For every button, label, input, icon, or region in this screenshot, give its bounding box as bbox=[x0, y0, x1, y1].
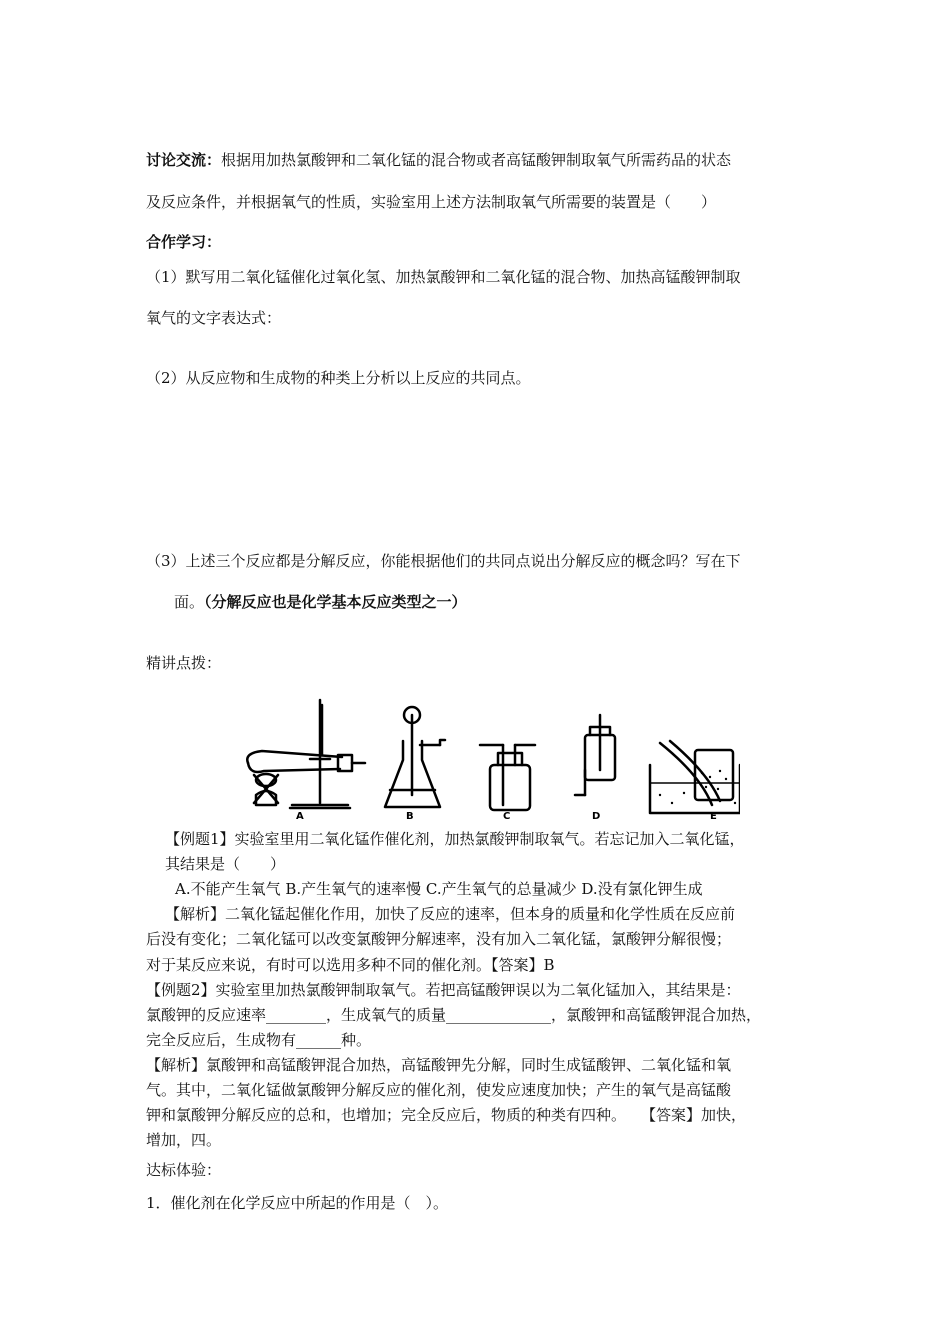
label-c: C bbox=[503, 811, 511, 820]
discussion-text1: 根据用加热氯酸钾和二氧化锰的混合物或者高锰酸钾制取氧气所需药品的状态 bbox=[221, 151, 732, 169]
apparatus-a bbox=[247, 700, 365, 808]
apparatus-figure bbox=[240, 695, 740, 820]
ex2-a-line4: 增加，四。 bbox=[146, 1131, 222, 1149]
dabiao-q1: 1．催化剂在化学反应中所起的作用是（ ）。 bbox=[146, 1194, 449, 1212]
jingjiang-label: 精讲点拨： bbox=[146, 654, 222, 672]
discussion-label: 讨论交流： bbox=[146, 151, 222, 169]
apparatus-e bbox=[650, 741, 740, 813]
coop-q3-line1: （3）上述三个反应都是分解反应，你能根据他们的共同点说出分解反应的概念吗？写在下 bbox=[146, 552, 741, 570]
ex2-q-line1: 【例题2】实验室里加热氯酸钾制取氧气。若把高锰酸钾误以为二氧化锰加入，其结果是： bbox=[146, 981, 741, 999]
apparatus-c bbox=[480, 745, 535, 810]
discussion-line1 bbox=[146, 150, 731, 170]
label-e: E bbox=[710, 811, 717, 820]
ex2-a-line3: 钾和氯酸钾分解反应的总和，也增加；完全反应后，物质的种类有四种。 【答案】加快， bbox=[146, 1106, 747, 1124]
coop-q3-line2 bbox=[174, 592, 467, 612]
ex1-q-line2: 其结果是（ ） bbox=[165, 855, 286, 873]
ex2-a-line1: 【解析】氯酸钾和高锰酸钾混合加热，高锰酸钾先分解，同时生成锰酸钾、二氧化锰和氧 bbox=[146, 1056, 732, 1074]
discussion-line2: 及反应条件，并根据氧气的性质，实验室用上述方法制取氧气所需要的装置是（ ） bbox=[146, 193, 717, 211]
ex1-a-line2: 后没有变化；二氧化锰可以改变氯酸钾分解速率，没有加入二氧化锰，氯酸钾分解很慢； bbox=[146, 930, 732, 948]
ex1-a-line1: 【解析】二氧化锰起催化作用，加快了反应的速率，但本身的质量和化学性质在反应前 bbox=[165, 905, 736, 923]
coop-q3-line2-a: 面。 bbox=[174, 593, 205, 611]
dabiao-label: 达标体验： bbox=[146, 1161, 222, 1179]
ex1-options: A.不能产生氧气 B.产生氧气的速率慢 C.产生氧气的总量减少 D.没有氯化钾生成 bbox=[175, 880, 703, 898]
apparatus-d bbox=[575, 715, 615, 795]
ex2-a-line2: 气。其中，二氧化锰做氯酸钾分解反应的催化剂，使发应速度加快；产生的氧气是高锰酸 bbox=[146, 1081, 732, 1099]
coop-q1-line1: （1）默写用二氧化锰催化过氧化氢、加热氯酸钾和二氧化锰的混合物、加热高锰酸钾制取 bbox=[146, 268, 741, 286]
apparatus-b bbox=[385, 707, 445, 807]
coop-q2: （2）从反应物和生成物的种类上分析以上反应的共同点。 bbox=[146, 369, 531, 387]
ex2-q-line3: 完全反应后，生成物有______种。 bbox=[146, 1031, 372, 1049]
coop-label: 合作学习： bbox=[146, 233, 222, 251]
ex2-q-line2: 氯酸钾的反应速率________，生成氧气的质量______________，氯酸钾和高锰酸钾混合加热， bbox=[146, 1006, 762, 1024]
ex1-a-line3: 对于某反应来说，有时可以选用多种不同的催化剂。【答案】B bbox=[146, 956, 555, 974]
label-b: B bbox=[406, 811, 414, 820]
ex1-q-line1: 【例题1】实验室里用二氧化锰作催化剂，加热氯酸钾制取氧气。若忘记加入二氧化锰， bbox=[165, 830, 745, 848]
label-a: A bbox=[296, 811, 304, 820]
coop-q3-line2-b: （分解反应也是化学基本反应类型之一） bbox=[204, 593, 467, 611]
coop-q1-line2: 氧气的文字表达式： bbox=[146, 309, 282, 327]
label-d: D bbox=[592, 811, 601, 820]
